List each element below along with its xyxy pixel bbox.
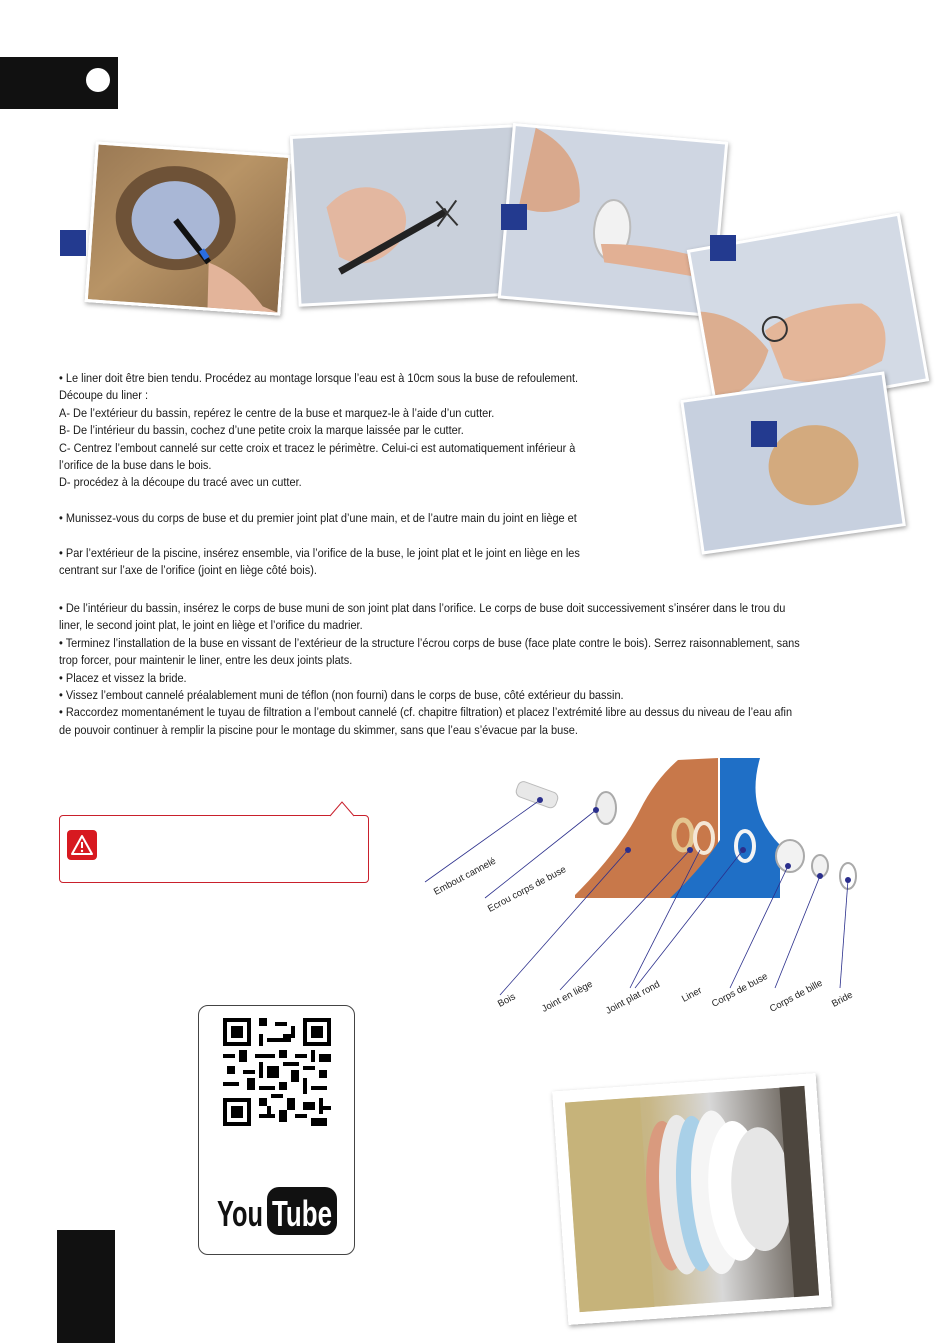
instruction-line: • Vissez l’embout cannelé préalablement muni de téflon (non fourni) dans le corps de buse, côté extérieur du bassin. <box>59 688 624 703</box>
label-joint-liege: Joint en liège <box>540 978 595 1015</box>
instruction-line: • Placez et vissez la bride. <box>59 670 187 685</box>
label-joint-plat: Joint plat rond <box>604 978 662 1017</box>
photo-assembled-parts <box>552 1073 832 1325</box>
step-badge-b <box>501 204 527 230</box>
instructions-bottom <box>59 600 896 739</box>
instruction-line: • Munissez-vous du corps de buse et du premier joint plat d’une main, et de l’autre main du joint en liège et <box>59 511 577 525</box>
instructions-top <box>59 370 689 492</box>
label-corps-buse: Corps de buse <box>710 970 770 1010</box>
instruction-line: liner, le second joint plat, le joint en liège et l’orifice du madrier. <box>59 618 363 633</box>
callout-notch <box>330 800 354 817</box>
youtube-logo-icon[interactable] <box>215 1185 339 1237</box>
youtube-you-text: You <box>217 1193 263 1234</box>
label-corps-bille: Corps de bille <box>768 977 825 1015</box>
instruction-line: de pouvoir continuer à remplir la piscine pour le montage du skimmer, sans que l’eau s’évacue par la buse. <box>59 722 578 737</box>
photo-cut-circle <box>680 371 906 554</box>
label-liner: Liner <box>680 985 704 1005</box>
instruction-line: A- De l’extérieur du bassin, repérez le centre de la buse et marquez-le à l’aide d’un cutter. <box>59 405 495 420</box>
embout-cannele <box>515 780 560 809</box>
instruction-line: • Terminez l’installation de la buse en vissant de l’extérieur de la structure l’écrou corps de buse (face plate contre le bois). Serrez raisonnablement, sans <box>59 635 800 650</box>
label-ecrou: Ecrou corps de buse <box>486 864 569 915</box>
instruction-munissez <box>59 510 689 527</box>
qr-code-icon[interactable] <box>223 1018 331 1126</box>
photo-hand-pen <box>290 124 525 307</box>
instruction-line: Découpe du liner : <box>59 388 149 403</box>
step-badge-a <box>60 230 86 256</box>
instruction-line: trop forcer, pour maintenir le liner, entre les deux joints plats. <box>59 653 353 668</box>
instruction-line: centrant sur l’axe de l’orifice (joint en liège côté bois). <box>59 563 317 578</box>
instruction-line: B- De l’intérieur du bassin, cochez d’une petite croix la marque laissée par le cutter. <box>59 423 464 438</box>
instruction-line: D- procédez à la découpe du tracé avec un cutter. <box>59 475 302 490</box>
instruction-line: • De l’intérieur du bassin, insérez le corps de buse muni de son joint plat dans l’orifice. Le corps de buse doit successivement s’insérer dans le trou du <box>59 601 786 615</box>
step-badge-c <box>710 235 736 261</box>
label-embout: Embout cannelé <box>432 855 498 898</box>
header-dot <box>86 68 110 92</box>
instruction-exterieur <box>59 545 689 580</box>
instruction-line: • Le liner doit être bien tendu. Procédez au montage lorsque l’eau est à 10cm sous la buse de refoulement. <box>59 371 579 385</box>
instruction-line: l’orifice de la buse dans le bois. <box>59 458 212 473</box>
label-bride: Bride <box>830 989 855 1010</box>
instruction-line: • Par l’extérieur de la piscine, insérez ensemble, via l’orifice de la buse, le joint plat et le joint en liège en les <box>59 546 580 560</box>
label-bois: Bois <box>496 991 518 1010</box>
step-badge-d <box>751 421 777 447</box>
warning-callout <box>59 815 369 883</box>
ecrou-corps-buse <box>596 792 616 824</box>
instruction-line: C- Centrez l’embout cannelé sur cette croix et tracez le périmètre. Celui-ci est automatiquement inférieur à <box>59 440 576 455</box>
warning-icon <box>67 830 97 860</box>
footer-block <box>57 1230 115 1343</box>
photo-hole-in-wood <box>85 141 292 315</box>
instruction-line: • Raccordez momentanément le tuyau de filtration a l’embout cannelé (cf. chapitre filtration) et placez l’extrémité libre au dessus du niveau de l’eau afin <box>59 705 793 720</box>
exploded-diagram <box>400 750 900 1010</box>
youtube-tube-text: Tube <box>272 1193 332 1234</box>
